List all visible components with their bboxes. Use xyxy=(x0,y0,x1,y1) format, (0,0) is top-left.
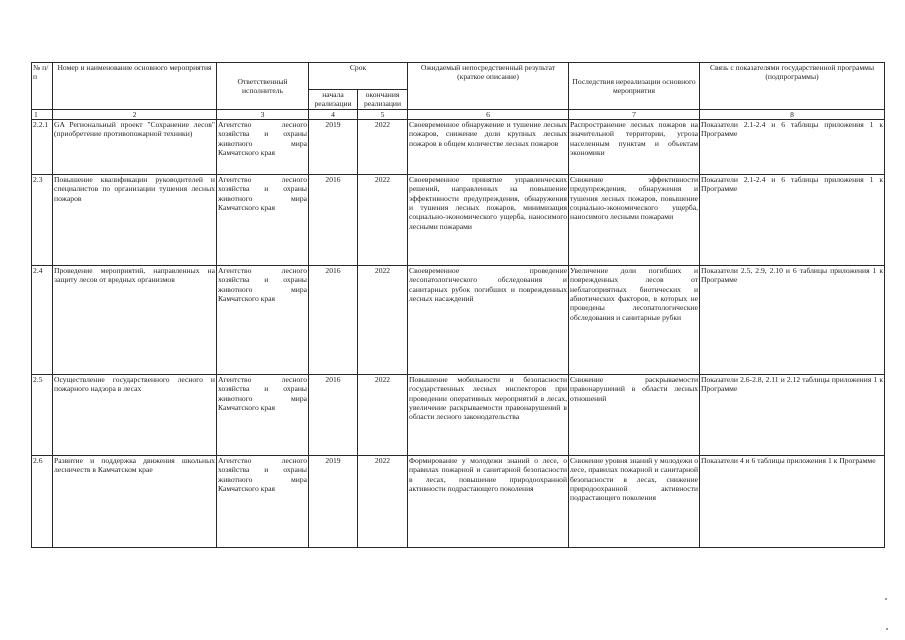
row-num: 2.5 xyxy=(32,374,53,455)
table-row xyxy=(32,455,885,547)
table-row xyxy=(32,174,885,265)
row-start: 2016 xyxy=(309,374,358,455)
row-name: Осуществление государственного лесного и пожарного надзора в лесах xyxy=(53,374,217,455)
column-number: 1 xyxy=(32,109,53,119)
row-end: 2022 xyxy=(358,265,408,374)
column-number: 4 xyxy=(309,109,358,119)
row-result: Своевременное обнаружение и тушение лесных пожаров, снижение доли крупных лесных пожаров в общем количестве лесных пожаров xyxy=(408,119,569,174)
header-term: Срок xyxy=(309,63,408,90)
header-consequences: Последствия нереализации основного мероприятия xyxy=(569,63,700,110)
header-end: окончания реализации xyxy=(358,90,408,110)
column-number: 8 xyxy=(700,109,885,119)
measures-table xyxy=(31,62,885,548)
column-number: 3 xyxy=(217,109,309,119)
row-link: Показатели 2.1-2.4 и 6 таблицы приложения 1 к Программе xyxy=(700,119,885,174)
row-executor: Агентство лесного хозяйства и охраны животного мира Камчатского края xyxy=(217,374,309,455)
row-result: Своевременное проведение лесопатологического обследования и санитарных рубок погибших и поврежденных лесных насаждений xyxy=(408,265,569,374)
table-row xyxy=(32,265,885,374)
row-name: Проведение мероприятий, направленных на защиту лесов от вредных организмов xyxy=(53,265,217,374)
row-link: Показатели 4 и 6 таблицы приложения 1 к Программе xyxy=(700,455,885,547)
row-start: 2016 xyxy=(309,174,358,265)
row-num: 2.3 xyxy=(32,174,53,265)
header-link: Связь с показателями государственной программы (подпрограммы) xyxy=(700,63,885,110)
column-number: 7 xyxy=(569,109,700,119)
table-row xyxy=(32,374,885,455)
column-number: 2 xyxy=(53,109,217,119)
row-consequences: Снижение раскрываемости правонарушений в области лесных отношений xyxy=(569,374,700,455)
column-number: 5 xyxy=(358,109,408,119)
row-name: Повышение квалификации руководителей и специалистов по организации тушения лесных пожаров xyxy=(53,174,217,265)
row-consequences: Распространение лесных пожаров на значительной территории, угроза населенным пунктам и объектам экономики xyxy=(569,119,700,174)
header-start: начала реализации xyxy=(309,90,358,110)
table-row xyxy=(32,119,885,174)
header-executor: Ответственный исполнитель xyxy=(217,63,309,110)
row-link: Показатели 2.1-2.4 и 6 таблицы приложения 1 к Программе xyxy=(700,174,885,265)
row-executor: Агентство лесного хозяйства и охраны животного мира Камчатского края xyxy=(217,174,309,265)
document-page xyxy=(31,62,884,548)
row-result: Своевременное принятие управленческих решений, направленных на повышение эффективности предупреждения, обнаружения и тушения лесных пожаров, минимизация социально-экономического ущерба, наносимого лесными пожарами xyxy=(408,174,569,265)
row-consequences: Увеличение доли погибших и поврежденных лесов от неблагоприятных биотических и абиотических факторов, в которых не проведены лесопатологические обследования и санитарные рубки xyxy=(569,265,700,374)
column-number-row xyxy=(32,109,885,119)
header-result: Ожидаемый непосредственный результат (краткое описание) xyxy=(408,63,569,110)
row-start: 2016 xyxy=(309,265,358,374)
row-executor: Агентство лесного хозяйства и охраны животного мира Камчатского края xyxy=(217,119,309,174)
row-consequences: Снижение уровня знаний у молодежи о лесе, правилах пожарной и санитарной безопасности в лесах, снижение природоохранной активности подрастающего поколения xyxy=(569,455,700,547)
scan-speck xyxy=(886,628,888,630)
row-executor: Агентство лесного хозяйства и охраны животного мира Камчатского края xyxy=(217,265,309,374)
row-end: 2022 xyxy=(358,174,408,265)
header-name: Номер и наименование основного мероприятия xyxy=(53,63,217,110)
row-consequences: Снижение эффективности предупреждения, обнаружения и тушения лесных пожаров, повышение социально-экономического ущерба, наносимого лесными пожарами xyxy=(569,174,700,265)
row-num: 2.4 xyxy=(32,265,53,374)
row-link: Показатели 2.6-2.8, 2.11 и 2.12 таблицы приложения 1 к Программе xyxy=(700,374,885,455)
row-name: GA Региональный проект "Сохранение лесов" (приобретение противопожарной техники) xyxy=(53,119,217,174)
row-result: Формирование у молодежи знаний о лесе, о правилах пожарной и санитарной безопасности в лесах, повышение природоохранной активности подрастающего поколения xyxy=(408,455,569,547)
row-link: Показатели 2.5, 2.9, 2.10 и 6 таблицы приложения 1 к Программе xyxy=(700,265,885,374)
header-num: № п/п xyxy=(32,63,53,110)
row-start: 2019 xyxy=(309,119,358,174)
row-num: 2.6 xyxy=(32,455,53,547)
row-result: Повышение мобильности и безопасности государственных лесных инспекторов при проведении оперативных мероприятий в лесах, увеличение раскрываемости правонарушений в области лесного законодательства xyxy=(408,374,569,455)
row-executor: Агентство лесного хозяйства и охраны животного мира Камчатского края xyxy=(217,455,309,547)
column-number: 6 xyxy=(408,109,569,119)
scan-speck xyxy=(885,598,887,600)
row-start: 2019 xyxy=(309,455,358,547)
row-end: 2022 xyxy=(358,119,408,174)
row-end: 2022 xyxy=(358,455,408,547)
row-name: Развитие и поддержка движения школьных лесничеств в Камчатском крае xyxy=(53,455,217,547)
row-end: 2022 xyxy=(358,374,408,455)
row-num: 2.2.1 xyxy=(32,119,53,174)
